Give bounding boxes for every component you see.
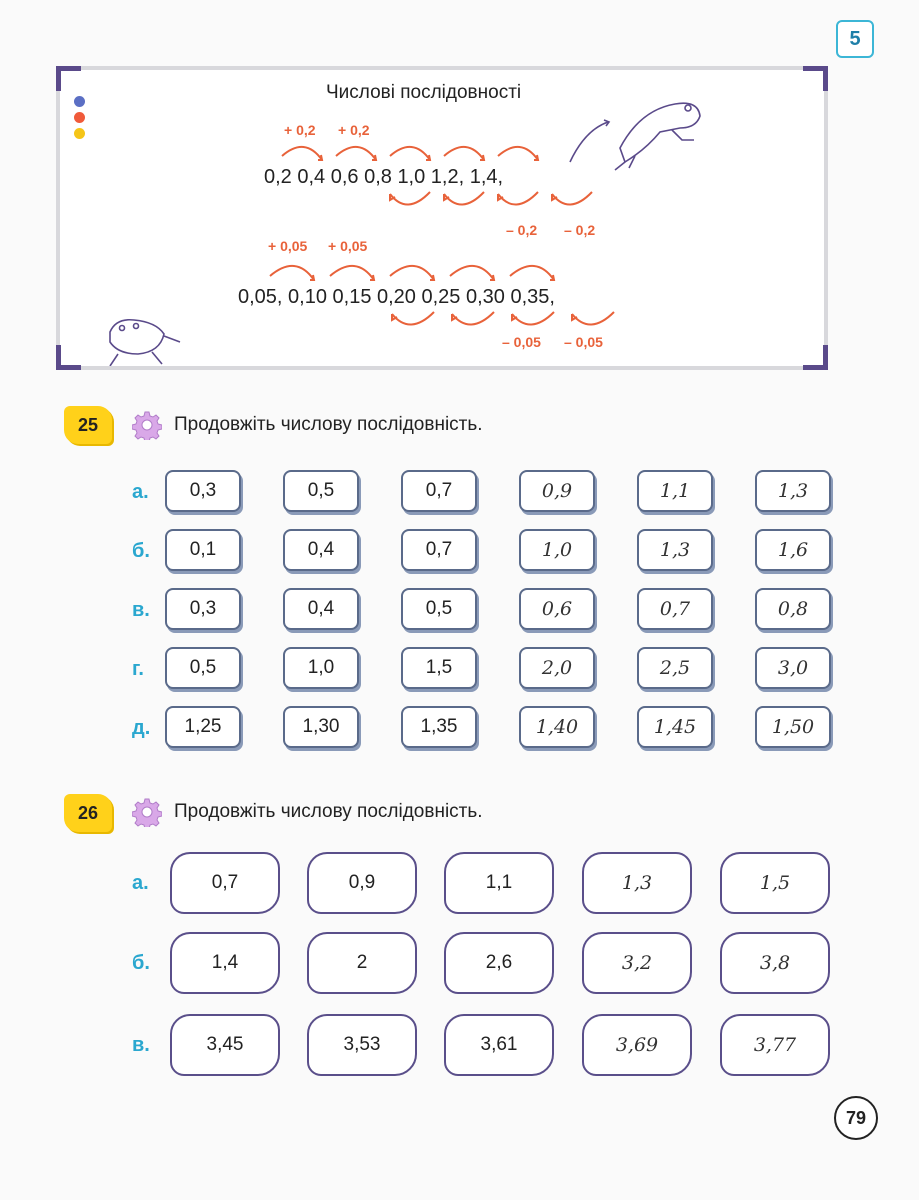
answer-cell[interactable] (637, 529, 713, 571)
given-cell: 0,1 (165, 529, 241, 571)
minus-label: – 0,05 (502, 334, 541, 350)
answer-cell[interactable] (519, 470, 595, 512)
row-letter: в. (132, 599, 150, 621)
handwritten-answer: 3,77 (753, 1034, 797, 1056)
given-cell: 0,5 (401, 588, 477, 630)
plus-label: + 0,2 (338, 122, 370, 138)
given-cell: 0,7 (401, 470, 477, 512)
given-cell: 1,1 (444, 852, 554, 914)
given-cell: 0,9 (307, 852, 417, 914)
answer-cell[interactable] (519, 647, 595, 689)
board-title: Числові послідовності (326, 82, 522, 103)
answer-cell[interactable] (582, 932, 692, 994)
handwritten-answer: 1,3 (621, 872, 653, 894)
given-cell: 1,30 (283, 706, 359, 748)
answer-cell[interactable] (755, 706, 831, 748)
answer-cell[interactable] (519, 706, 595, 748)
answer-cell[interactable] (755, 588, 831, 630)
given-cell: 0,3 (165, 470, 241, 512)
given-cell: 0,4 (283, 529, 359, 571)
sequence-1: 0,2 0,4 0,6 0,8 1,0 1,2, 1,4, (264, 166, 504, 188)
row-letter: а. (132, 481, 149, 503)
row-letter: д. (132, 717, 151, 739)
handwritten-answer: 1,1 (659, 480, 691, 502)
handwritten-answer: 2,5 (659, 657, 691, 679)
handwritten-answer: 1,3 (659, 539, 691, 561)
answer-cell[interactable] (582, 1014, 692, 1076)
given-cell: 3,53 (307, 1014, 417, 1076)
minus-label: – 0,05 (564, 334, 603, 350)
given-cell: 1,4 (170, 932, 280, 994)
handwritten-answer: 1,5 (759, 872, 791, 894)
given-cell: 1,25 (165, 706, 241, 748)
handwritten-answer: 1,0 (541, 539, 573, 561)
given-cell: 1,5 (401, 647, 477, 689)
answer-cell[interactable] (720, 852, 830, 914)
row-letter: б. (132, 952, 150, 974)
gear-icon (132, 797, 162, 827)
handwritten-answer: 3,8 (759, 952, 791, 974)
task-instruction: Продовжіть числову послідовність. (174, 414, 483, 435)
page-number-top: 5 (836, 20, 874, 58)
task-number-badge: 25 (64, 406, 112, 444)
handwritten-answer: 3,0 (777, 657, 809, 679)
answer-cell[interactable] (755, 529, 831, 571)
row-letter: в. (132, 1034, 150, 1056)
sequence-2: 0,05, 0,10 0,15 0,20 0,25 0,30 0,35, (238, 286, 555, 308)
given-cell: 3,45 (170, 1014, 280, 1076)
answer-cell[interactable] (582, 852, 692, 914)
plus-label: + 0,2 (284, 122, 316, 138)
answer-cell[interactable] (637, 470, 713, 512)
answer-cell[interactable] (637, 588, 713, 630)
task-instruction: Продовжіть числову послідовність. (174, 801, 483, 822)
handwritten-answer: 0,6 (541, 598, 573, 620)
answer-cell[interactable] (519, 529, 595, 571)
plus-label: + 0,05 (268, 238, 308, 254)
handwritten-answer: 1,50 (771, 716, 815, 738)
answer-cell[interactable] (720, 1014, 830, 1076)
minus-label: – 0,2 (564, 222, 596, 238)
answer-cell[interactable] (637, 647, 713, 689)
handwritten-answer: 0,9 (541, 480, 573, 502)
handwritten-answer: 1,45 (653, 716, 697, 738)
handwritten-answer: 1,6 (777, 539, 809, 561)
given-cell: 0,5 (283, 470, 359, 512)
whiteboard (56, 66, 828, 370)
given-cell: 0,5 (165, 647, 241, 689)
given-cell: 1,35 (401, 706, 477, 748)
page-number-bottom: 79 (834, 1096, 878, 1140)
handwritten-answer: 0,8 (777, 598, 809, 620)
given-cell: 0,7 (401, 529, 477, 571)
handwritten-answer: 2,0 (541, 657, 573, 679)
gear-icon (132, 410, 162, 440)
handwritten-answer: 3,69 (615, 1034, 659, 1056)
given-cell: 2 (307, 932, 417, 994)
handwritten-answer: 1,40 (535, 716, 579, 738)
row-letter: г. (132, 658, 144, 680)
handwritten-answer: 1,3 (777, 480, 809, 502)
answer-cell[interactable] (755, 647, 831, 689)
minus-label: – 0,2 (506, 222, 538, 238)
handwritten-answer: 3,2 (621, 952, 653, 974)
answer-cell[interactable] (720, 932, 830, 994)
sequence-arrows (60, 70, 824, 366)
answer-cell[interactable] (755, 470, 831, 512)
given-cell: 0,3 (165, 588, 241, 630)
task-number-badge: 26 (64, 794, 112, 832)
handwritten-answer: 0,7 (659, 598, 691, 620)
given-cell: 1,0 (283, 647, 359, 689)
answer-cell[interactable] (637, 706, 713, 748)
given-cell: 0,7 (170, 852, 280, 914)
given-cell: 2,6 (444, 932, 554, 994)
row-letter: б. (132, 540, 150, 562)
plus-label: + 0,05 (328, 238, 368, 254)
row-letter: а. (132, 872, 149, 894)
given-cell: 0,4 (283, 588, 359, 630)
given-cell: 3,61 (444, 1014, 554, 1076)
answer-cell[interactable] (519, 588, 595, 630)
